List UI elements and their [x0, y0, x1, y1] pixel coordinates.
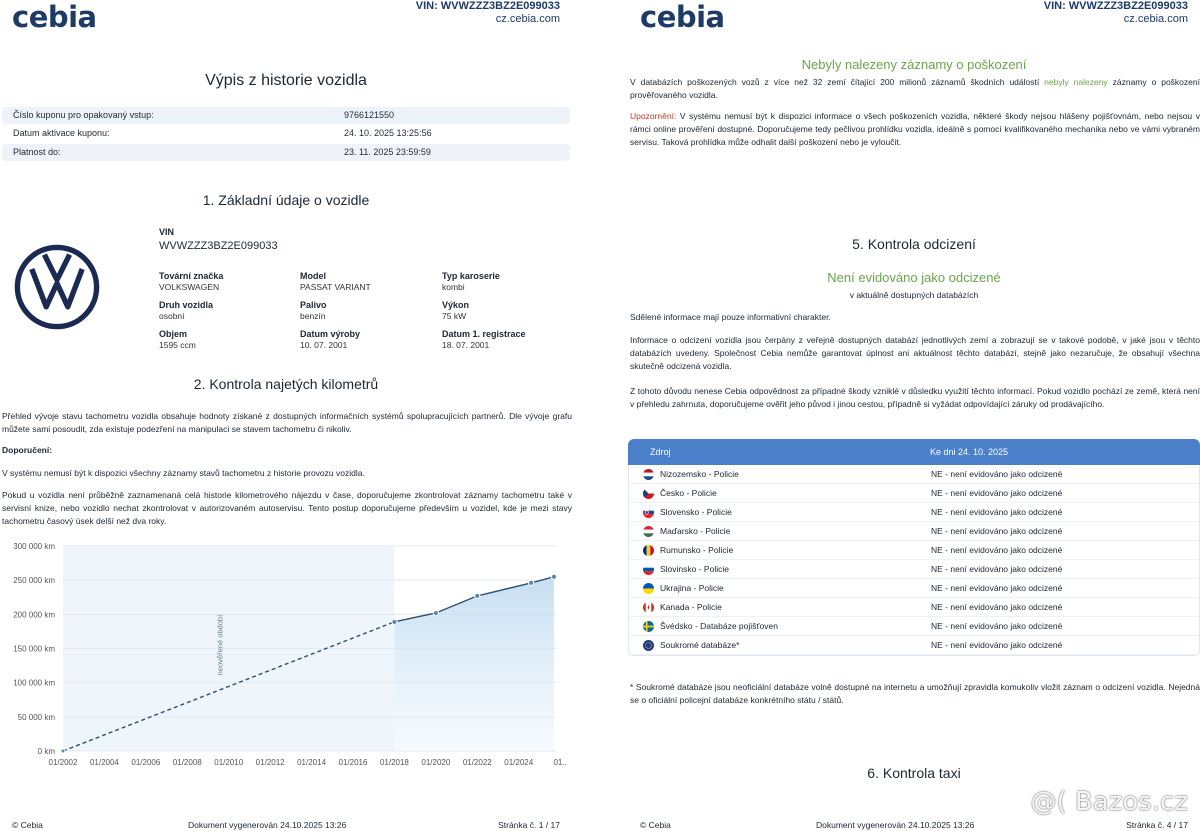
- y-tick-label: 200 000 km: [13, 610, 55, 620]
- flag-ua-icon: [643, 583, 654, 594]
- mileage-advice-text: Pokud u vozidla není průběžně zaznamenaná celá historie kilometrového nájezdu v čase, doporučujeme zkontrolovat záznamy tachometru také v servisní knize, nebo vozidlo nechat zkontrolovat v autorizovaném autoservisu. Tento postup doporučujeme především u vozidel, kde je mezi stavy tachometru časový úsek delší než dva roky.: [2, 490, 572, 526]
- table-header: [628, 439, 1200, 465]
- mileage-point: [475, 593, 480, 598]
- mileage-intro-text: Přehled vývoje stavu tachometru vozidla obsahuje hodnoty získané z dostupných informačních systémů spolupracujících partnerů. Dle vývoje grafu můžete sami posoudit, zda existuje podezření na manipulaci se stavem tachometru či nikoliv.: [2, 411, 572, 434]
- row-status: NE - není evidováno jako odcizené: [931, 469, 1063, 479]
- spec-vehicle-kind: Druh vozidla osobní: [159, 300, 214, 321]
- spec-body-type: Typ karoserie kombi: [442, 271, 500, 292]
- mileage-point: [433, 610, 438, 615]
- x-tick-label: 01..: [553, 758, 567, 767]
- report-title: Výpis z historie vozidla: [205, 72, 367, 89]
- flag-ro-icon: [643, 545, 654, 556]
- table-row: [629, 503, 1199, 522]
- x-tick-label: 01/2016: [338, 758, 368, 767]
- flag-si-icon: [643, 564, 654, 575]
- info-label: Číslo kuponu pro opakovaný vstup:: [13, 110, 154, 120]
- flag-eu-icon: [643, 640, 654, 651]
- footer-copyright: © Cebia: [12, 820, 43, 830]
- row-status: NE - není evidováno jako odcizené: [931, 583, 1063, 593]
- table-row: [629, 522, 1199, 541]
- spec-model: Model PASSAT VARIANT: [300, 271, 371, 292]
- mileage-point: [61, 749, 65, 753]
- info-row-activation: [2, 125, 570, 142]
- spec-displacement: Objem 1595 ccm: [159, 329, 196, 350]
- mileage-point: [392, 619, 397, 624]
- row-source: Švédsko - Databáze pojišťoven: [660, 621, 779, 631]
- damage-result-title: Nebyly nalezeny záznamy o poškození: [801, 57, 1027, 72]
- row-source: Slovinsko - Policie: [660, 564, 729, 574]
- header-site-link[interactable]: cz.cebia.com: [495, 13, 560, 25]
- x-tick-label: 01/2014: [297, 758, 327, 767]
- header-site-link[interactable]: cz.cebia.com: [1123, 13, 1188, 25]
- row-status: NE - není evidováno jako odcizené: [931, 602, 1063, 612]
- row-status: NE - není evidováno jako odcizené: [931, 507, 1063, 517]
- x-tick-label: 01/2002: [48, 758, 78, 767]
- column-header-source: Zdroj: [650, 447, 671, 457]
- info-value: 23. 11. 2025 23:59:59: [344, 147, 431, 157]
- mileage-point: [551, 574, 556, 579]
- y-tick-label: 50 000 km: [17, 712, 55, 722]
- mileage-point: [529, 580, 534, 585]
- info-label: Platnost do:: [13, 147, 61, 157]
- table-body: [628, 465, 1200, 656]
- y-tick-label: 150 000 km: [13, 644, 55, 654]
- spec-power: Výkon 75 kW: [442, 300, 470, 321]
- info-row-validity: [2, 144, 570, 161]
- table-row: [629, 579, 1199, 598]
- row-source: Maďarsko - Policie: [660, 526, 731, 536]
- flag-cz-icon: [643, 488, 654, 499]
- x-tick-label: 01/2006: [131, 758, 161, 767]
- row-source: Rumunsko - Policie: [660, 545, 734, 555]
- column-header-date: Ke dni 24. 10. 2025: [930, 447, 1009, 457]
- footer-generated: Dokument vygenerován 24.10.2025 13:26: [816, 820, 975, 830]
- section-theft-title: 5. Kontrola odcizení: [852, 236, 976, 252]
- volkswagen-logo-icon: [12, 242, 102, 332]
- spec-first-registration: Datum 1. registrace 18. 07. 2001: [442, 329, 526, 350]
- damage-text: V databázích poškozených vozů z více než 32 zemí čítající 200 milionů záznamů škodních událostí nebyly nalezeny záznamy o poškození prověřovaného vozidla.: [630, 77, 1200, 100]
- table-row: [629, 598, 1199, 617]
- row-source: Soukromé databáze*: [660, 640, 740, 650]
- row-source: Kanada - Policie: [660, 602, 722, 612]
- footer-copyright: © Cebia: [640, 820, 671, 830]
- y-tick-label: 250 000 km: [13, 576, 55, 586]
- footer-page-number: Stránka č. 1 / 17: [498, 820, 560, 830]
- mileage-note-text: V systému nemusí být k dispozici všechny záznamy stavů tachometru z historie provozu vozidla.: [2, 468, 365, 478]
- report-page-1: [0, 0, 572, 831]
- row-status: NE - není evidováno jako odcizené: [931, 621, 1063, 631]
- row-status: NE - není evidováno jako odcizené: [931, 564, 1063, 574]
- private-db-footnote: * Soukromé databáze jsou neoficiální databáze volně dostupné na internetu a umožňují zpravidla komukoliv vložit záznam o odcizení vozidla. Nejedná se o oficiální policejní databáze konkrétního státu / států.: [630, 682, 1200, 705]
- header-vin: VIN: WVWZZZ3BZ2E099033: [415, 0, 560, 12]
- spec-fuel: Palivo benzín: [300, 300, 327, 321]
- table-row: [629, 636, 1199, 655]
- info-row-coupon: [2, 107, 570, 124]
- cebia-logo: cebia: [640, 0, 725, 34]
- footer-generated: Dokument vygenerován 24.10.2025 13:26: [188, 820, 347, 830]
- verified-area: [394, 577, 554, 751]
- vin-label: VIN: [159, 227, 175, 237]
- x-tick-label: 01/2010: [214, 758, 244, 767]
- warning-label: Upozornění:: [630, 111, 677, 121]
- cebia-logo: cebia: [12, 0, 97, 34]
- row-status: NE - není evidováno jako odcizené: [931, 545, 1063, 555]
- table-row: [629, 541, 1199, 560]
- flag-ca-icon: [643, 602, 654, 613]
- section-basic-info-title: 1. Základní údaje o vozidle: [202, 192, 370, 208]
- row-source: Nizozemsko - Policie: [660, 469, 739, 479]
- x-tick-label: 01/2004: [89, 758, 119, 767]
- y-tick-label: 0 km: [37, 747, 55, 756]
- damage-warning-text: Upozornění: V systému nemusí být k dispozici informace o všech poškozeních vozidla, některé škody nejsou hlášeny pojišťovnám, nebo nejsou v rámci online prověření dostupné. Doporučujeme tedy pečlivou prohlídku vozidla, ideálně s pomocí kvalifikovaného mechanika nebo ve vámi vybraném servisu. Taková prohlídka může odhalit další poškození nebo je vyloučit.: [630, 111, 1200, 147]
- x-tick-label: 01/2018: [379, 758, 409, 767]
- info-value: 24. 10. 2025 13:25:56: [344, 128, 432, 138]
- recommendation-label: Doporučení:: [2, 445, 53, 455]
- header-vin: VIN: WVWZZZ3BZ2E099033: [1043, 0, 1188, 12]
- x-tick-label: 01/2012: [255, 758, 285, 767]
- table-row: [629, 560, 1199, 579]
- flag-hu-icon: [643, 526, 654, 537]
- footer-page-number: Stránka č. 4 / 17: [1126, 820, 1188, 830]
- y-tick-label: 300 000 km: [13, 542, 55, 551]
- theft-result-title: Není evidováno jako odcizené: [827, 270, 1001, 285]
- row-source: Ukrajina - Policie: [660, 583, 724, 593]
- info-label: Datum aktivace kuponu:: [13, 128, 110, 138]
- theft-disclaimer-2: Informace o odcizení vozidla jsou čerpány z veřejně dostupných databází jednotlivých zemí a zobrazují se v takové podobě, v jaké jsou v těchto databázích uvedeny. Společnost Cebia nemůže garantovat úplnost ani aktuálnost těchto databází, stejně jako nezaručuje, že obsahují všechna skutečně odcizená vozidla.: [630, 335, 1200, 371]
- row-source: Slovensko - Policie: [660, 507, 732, 517]
- table-row: [629, 484, 1199, 503]
- info-value: 9766121550: [344, 110, 395, 120]
- x-tick-label: 01/2024: [504, 758, 534, 767]
- x-tick-label: 01/2020: [421, 758, 451, 767]
- flag-sk-icon: [643, 507, 654, 518]
- section-taxi-title: 6. Kontrola taxi: [867, 765, 961, 781]
- table-row: [629, 465, 1199, 484]
- row-source: Česko - Policie: [660, 488, 717, 498]
- row-status: NE - není evidováno jako odcizené: [931, 640, 1063, 650]
- theft-result-subtitle: v aktuálně dostupných databázích: [849, 290, 979, 300]
- spec-brand: Tovární značka VOLKSWAGEN: [159, 271, 224, 292]
- row-status: NE - není evidováno jako odcizené: [931, 526, 1063, 536]
- theft-disclaimer-3: Z tohoto důvodu nenese Cebia odpovědnost za případné škody vzniklé v důsledku využití těchto informací. Pokud vozidlo pochází ze země, která není v přehledu zahrnuta, doporučujeme ověřit jeho původ i jinou cestou, případně si vyžádat odpovídající záruky od prodávajícího.: [630, 386, 1200, 409]
- x-tick-label: 01/2008: [172, 758, 202, 767]
- flag-se-icon: [643, 621, 654, 632]
- mileage-chart: [0, 538, 572, 770]
- unverified-period-label: neověřené období: [215, 614, 225, 676]
- row-status: NE - není evidováno jako odcizené: [931, 488, 1063, 498]
- spec-production-date: Datum výroby 10. 07. 2001: [300, 329, 361, 350]
- damage-not-found-highlight: nebyly nalezeny: [1044, 77, 1108, 87]
- theft-disclaimer-1: Sdělené informace mají pouze informativní charakter.: [630, 312, 831, 322]
- table-row: [629, 617, 1199, 636]
- y-tick-label: 100 000 km: [13, 678, 55, 688]
- bazos-watermark: @( Bazos.cz: [1030, 787, 1188, 817]
- flag-nl-icon: [643, 469, 654, 480]
- report-page-4: [628, 0, 1200, 831]
- vin-value: WVWZZZ3BZ2E099033: [159, 240, 278, 252]
- section-mileage-title: 2. Kontrola najetých kilometrů: [193, 376, 379, 392]
- x-tick-label: 01/2022: [462, 758, 492, 767]
